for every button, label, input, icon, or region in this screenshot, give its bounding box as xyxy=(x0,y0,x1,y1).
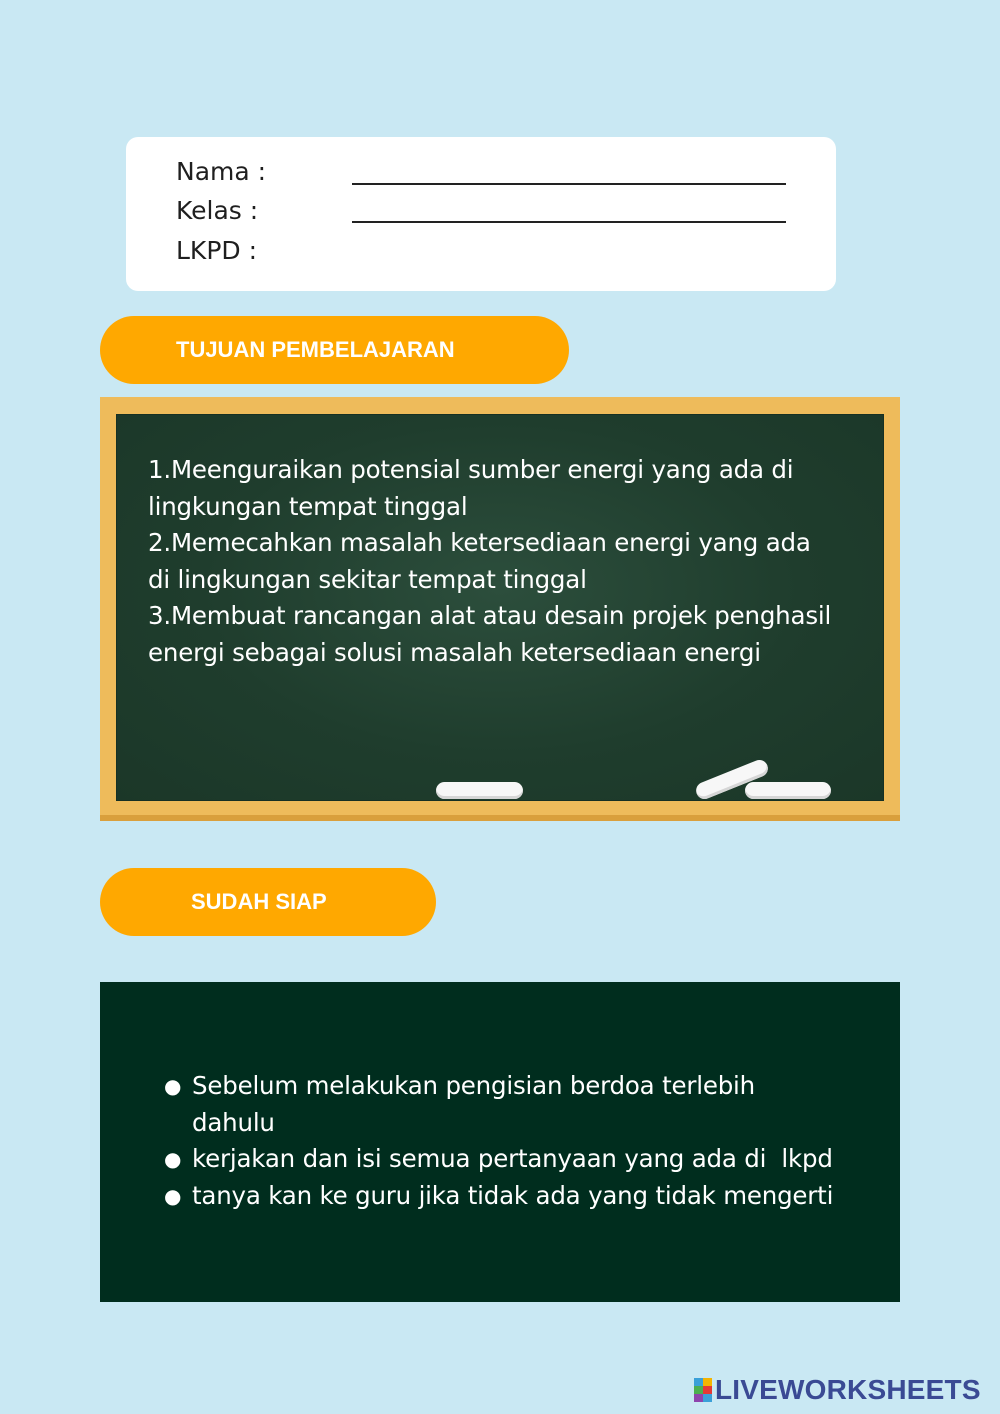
chalk-piece xyxy=(745,782,831,799)
name-label: Nama : xyxy=(176,157,267,186)
bullet-icon: ● xyxy=(164,1074,182,1098)
objectives-heading: TUJUAN PEMBELAJARAN xyxy=(176,337,455,362)
objectives-text xyxy=(148,452,858,671)
objective-line: lingkungan tempat tinggal xyxy=(148,491,468,521)
instruction-text: Sebelum melakukan pengisian berdoa terlebih dahulu xyxy=(192,1071,755,1137)
lkpd-label: LKPD : xyxy=(176,236,258,265)
list-item xyxy=(164,1141,864,1178)
bullet-icon: ● xyxy=(164,1147,182,1171)
bullet-icon: ● xyxy=(164,1183,182,1208)
objectives-heading-pill xyxy=(100,316,569,384)
instructions-list xyxy=(164,1068,864,1214)
class-input-line[interactable] xyxy=(352,221,786,223)
objective-line: energi sebagai solusi masalah ketersediaan energi xyxy=(148,637,761,667)
name-input-line[interactable] xyxy=(352,183,786,185)
objective-line: 3.Membuat rancangan alat atau desain projek penghasil xyxy=(148,601,832,630)
ready-heading-pill xyxy=(100,868,436,936)
instruction-text: tanya kan ke guru jika tidak ada yang tidak mengerti xyxy=(192,1180,834,1210)
list-item xyxy=(164,1178,864,1215)
instruction-text: kerjakan dan isi semua pertanyaan yang ada di lkpd xyxy=(192,1144,833,1173)
objective-line: 1.Meenguraikan potensial sumber energi yang ada di xyxy=(148,455,794,484)
ready-heading: SUDAH SIAP xyxy=(191,889,327,914)
brand-mark-icon xyxy=(694,1378,712,1402)
brand-name: LIVEWORKSHEETS xyxy=(715,1374,981,1405)
list-item xyxy=(164,1068,864,1141)
chalk-piece xyxy=(436,782,523,799)
identity-card xyxy=(126,137,836,291)
liveworksheets-logo[interactable] xyxy=(694,1374,981,1406)
class-label: Kelas : xyxy=(176,196,259,225)
objective-line: 2.Memecahkan masalah ketersediaan energi yang ada xyxy=(148,528,811,557)
objective-line: di lingkungan sekitar tempat tinggal xyxy=(148,564,587,594)
